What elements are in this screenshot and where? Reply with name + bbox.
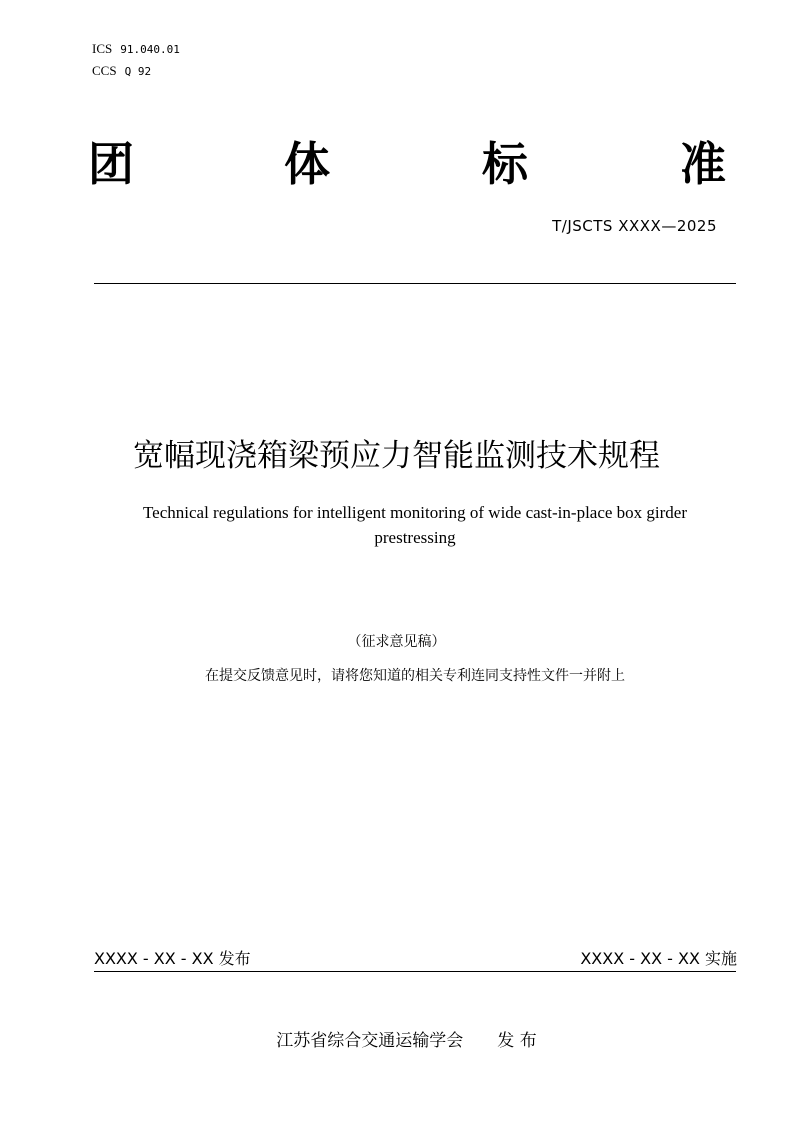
- category-char-2: 体: [284, 137, 330, 191]
- title-chinese: 宽幅现浇箱梁预应力智能监测技术规程: [133, 438, 660, 474]
- implement-date: XXXX - XX - XX 实施: [580, 949, 737, 968]
- bottom-divider: [94, 971, 736, 972]
- ccs-code: [92, 60, 180, 82]
- ccs-label: CCS: [92, 63, 117, 78]
- classification-codes: [92, 38, 180, 82]
- ics-label: ICS: [92, 41, 113, 56]
- draft-status: （征求意见稿）: [347, 634, 446, 650]
- patent-note: 在提交反馈意见时，请将您知道的相关专利连同支持性文件一并附上: [205, 668, 625, 684]
- title-english: [100, 500, 730, 550]
- publisher: 江苏省综合交通运输学会 发 布: [276, 1031, 537, 1051]
- category-char-1: 团: [88, 137, 134, 191]
- ccs-value: Q 92: [124, 65, 152, 78]
- title-english-line1: Technical regulations for intelligent monitoring of wide cast-in-place box girder: [142, 503, 688, 522]
- category-char-4: 准: [680, 137, 726, 191]
- issue-date: XXXX - XX - XX 发布: [94, 949, 251, 968]
- top-divider: [94, 283, 736, 284]
- ics-value: 91.040.01: [120, 43, 180, 56]
- standard-number: T/JSCTS XXXX—2025: [552, 217, 717, 235]
- category-char-3: 标: [482, 137, 528, 191]
- title-english-line2: prestressing: [374, 528, 456, 547]
- ics-code: [92, 38, 180, 60]
